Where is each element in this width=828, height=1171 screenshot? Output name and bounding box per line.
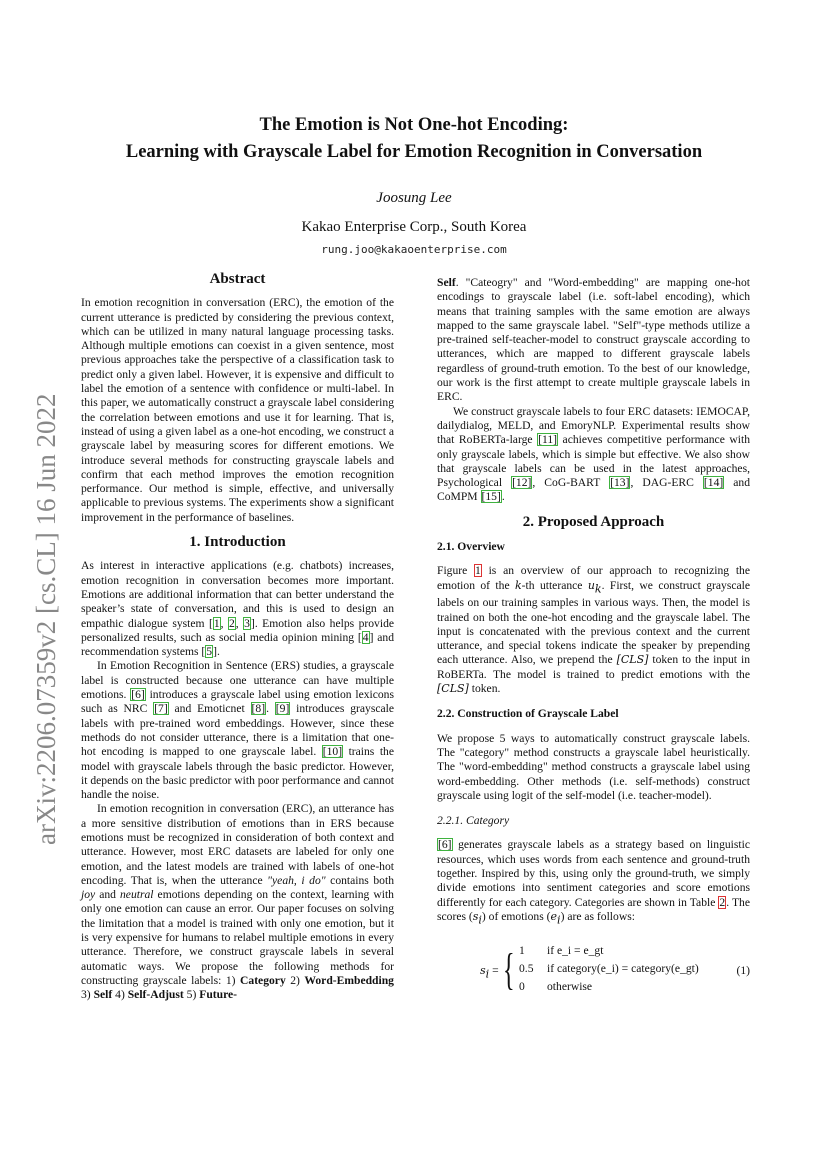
equation-lhs: $s_i$ =: [480, 963, 499, 980]
equation-number: (1): [736, 963, 750, 977]
equation-cases: [519, 944, 699, 998]
citation-7[interactable]: [7]: [154, 702, 168, 716]
methods-continuation: Self. "Cateogry" and "Word-embedding" are mapping one-hot encodings to grayscale label (i.e. soft-label encoding), which means that training samples with the same emotion are always mapped to the same grayscale label. "Self"-type methods utilize a pre-trained self-teacher-model to construct grayscale according to utterances, which are mapped to different grayscale labels regardless of ground-truth emotion. To the best of our knowledge, our work is the first attempt to create multiple grayscale labels in ERC.: [437, 276, 750, 404]
category-paragraph: [6] generates grayscale labels as a strategy based on linguistic resources, which uses words from each sentence and ground-truth together. Inspired by this, using only the ground-truth, we simply divide emotions into sentiment categories and score emotions differently for each category. Categories are shown in Table 2. The scores $(s_i)$ of emotions $(e_i)$ are as follows:: [437, 838, 750, 927]
abstract-heading: Abstract: [209, 271, 266, 287]
author-affiliation: Kakao Enterprise Corp., South Korea: [301, 219, 527, 235]
category-heading: 2.2.1. Category: [437, 814, 510, 828]
citation-11[interactable]: [11]: [538, 433, 557, 447]
citation-6-category[interactable]: [6]: [438, 838, 452, 852]
overview-paragraph: Figure 1 is an overview of our approach to recognizing the emotion of the k-th utterance $u_k$. First, we construct grayscale labels on our training samples in various ways. Then, the model is trained on both the one-hot encoding and the grayscale label. The input is concatenated with the previous context and the current utterance, and special tokens indicate the speaker by prepending each utterance. Also, we prepend the [CLS] token to the input in RoBERTa. The model is trained to predict emotions with the [CLS] token.: [437, 564, 751, 696]
citation-8[interactable]: [8]: [251, 702, 266, 716]
paper-title-line2: Learning with Grayscale Label for Emotion Recognition in Conversation: [125, 142, 703, 162]
equation-brace: {: [503, 944, 515, 994]
intro-paragraph-2: In Emotion Recognition in Sentence (ERS) studies, a grayscale label is constructed because one utterance can have multiple emotions. [6] introduces a grayscale label using emotion lexicons such as NRC [7] and Emoticnet [8]. [9] introduces grayscale labels with pre-trained word embeddings. However, since these methods do not consider utterance, there is a limitation that one-hot encoding is mapped to one grayscale label. [10] trains the model with grayscale labels through the basic predictor. However, it depends on the basic predictor with poor performance and cannot handle the noise.: [81, 659, 395, 802]
figure-ref-1[interactable]: 1: [475, 564, 481, 578]
construction-heading: 2.2. Construction of Grayscale Label: [437, 707, 619, 721]
right-column: [437, 276, 750, 1004]
citation-4[interactable]: 4: [362, 630, 369, 644]
citation-14[interactable]: [14]: [703, 476, 724, 490]
equation-1: [437, 940, 750, 1004]
datasets-paragraph: We construct grayscale labels to four ERC datasets: IEMOCAP, dailydialog, MELD, and EmoryNLP. Experimental results show that RoBERTa-large [11] achieves competitive performance with only grayscale labels, which is simple but effective. We also show that grayscale labels can be used in the latest approaches, Psychological [12], CoG-BART [13], DAG-ERC [14] and CoMPM [15].: [437, 404, 751, 504]
citation-5[interactable]: 5: [206, 645, 213, 659]
arxiv-stamp-svg: [10, 370, 70, 850]
construction-paragraph: We propose 5 ways to automatically construct grayscale labels. The "category" method constructs a grayscale label heuristically. The "word-embedding" method constructs a grayscale label using word-embedding. Other methods (i.e. self-methods) construct grayscale using logit of the self-model (i.e. teacher-model).: [437, 731, 750, 802]
citation-15[interactable]: [15]: [481, 490, 501, 504]
author-email: rung.joo@kakaoenterprise.com: [321, 243, 507, 256]
citation-10[interactable]: [10]: [322, 745, 343, 759]
intro-paragraph-1: As interest in interactive applications (e.g. chatbots) increases, emotion recognition in conversation becomes more important. Emotions are additional information that can better understand the speaker’s state of conversation, and this is used to design an empathic dialogue system [1, 2, 3]. Emotion also helps provide personalized results, such as social media opinion mining [4] and recommendation systems [5].: [81, 559, 395, 659]
equation-case: 1 if e_i = e_gt: [519, 943, 604, 957]
author-name: Joosung Lee: [376, 190, 452, 206]
citation-6[interactable]: [6]: [131, 688, 145, 702]
left-column: [81, 268, 394, 1003]
proposed-heading: 2. Proposed Approach: [522, 513, 665, 530]
citation-12[interactable]: [12]: [512, 476, 532, 490]
intro-paragraph-3: In emotion recognition in conversation (ERC), an utterance has a more sensitive distribution of emotions than in ERS because emotions must be recognized in consideration of both context and utterance. However, most ERC datasets are labeled for only one emotion, and the latest models are trained with labels of one-hot encoding. That is, when the utterance "yeah, i do" contains both joy and neutral emotions depending on the context, learning with only one emotion can cause an error. Our paper focuses on solving the limitation that a model is trained with only one emotion, but it is very expensive for humans to relabel multiple emotions in every utterance. Therefore, we construct grayscale labels in several automatic ways. We propose the following methods for constructing grayscale labels: 1) Category 2) Word-Embedding 3) Self 4) Self-Adjust 5) Future-: [81, 802, 394, 1002]
citation-1[interactable]: 1: [213, 616, 220, 630]
citation-13[interactable]: [13]: [610, 476, 630, 490]
arxiv-stamp-text: arXiv:2206.07359v2 [cs.CL] 16 Jun 2022: [31, 393, 61, 845]
overview-heading: 2.1. Overview: [437, 540, 505, 554]
equation-case: 0.5 if category(e_i) = category(e_gt): [519, 961, 699, 975]
equation-case: 0 otherwise: [519, 979, 593, 993]
abstract-text: In emotion recognition in conversation (ERC), the emotion of the current utterance is predicted by considering the previous context, which can be utilized in many natural language processing tasks. Although multiple emotions can coexist in a given sentence, most previous approaches take the perspective of a classification task to predict only a given label. However, it is expensive and difficult to label the emotion of a sentence with confidence or multi-label. In this paper, we automatically construct a grayscale label considering the correlation between emotions and use it for learning. That is, instead of using a given label as a one-hot encoding, we construct a grayscale label by measuring scores for different emotions. We introduce several methods for constructing grayscale labels and confirm that each method improves the emotion recognition performance. Our method is simple, effective, and universally applicable to previous systems. The experiments show a significant improvement in the performance of baselines.: [81, 296, 394, 524]
intro-heading: 1. Introduction: [189, 534, 286, 551]
paper-header: [0, 112, 828, 256]
citation-3[interactable]: 3: [244, 616, 250, 630]
citation-9[interactable]: [9]: [275, 702, 290, 716]
table-ref-2[interactable]: 2: [719, 895, 726, 909]
citation-2[interactable]: 2: [229, 616, 235, 630]
arxiv-stamp: [10, 370, 70, 850]
paper-title-line1: The Emotion is Not One-hot Encoding:: [259, 115, 569, 135]
